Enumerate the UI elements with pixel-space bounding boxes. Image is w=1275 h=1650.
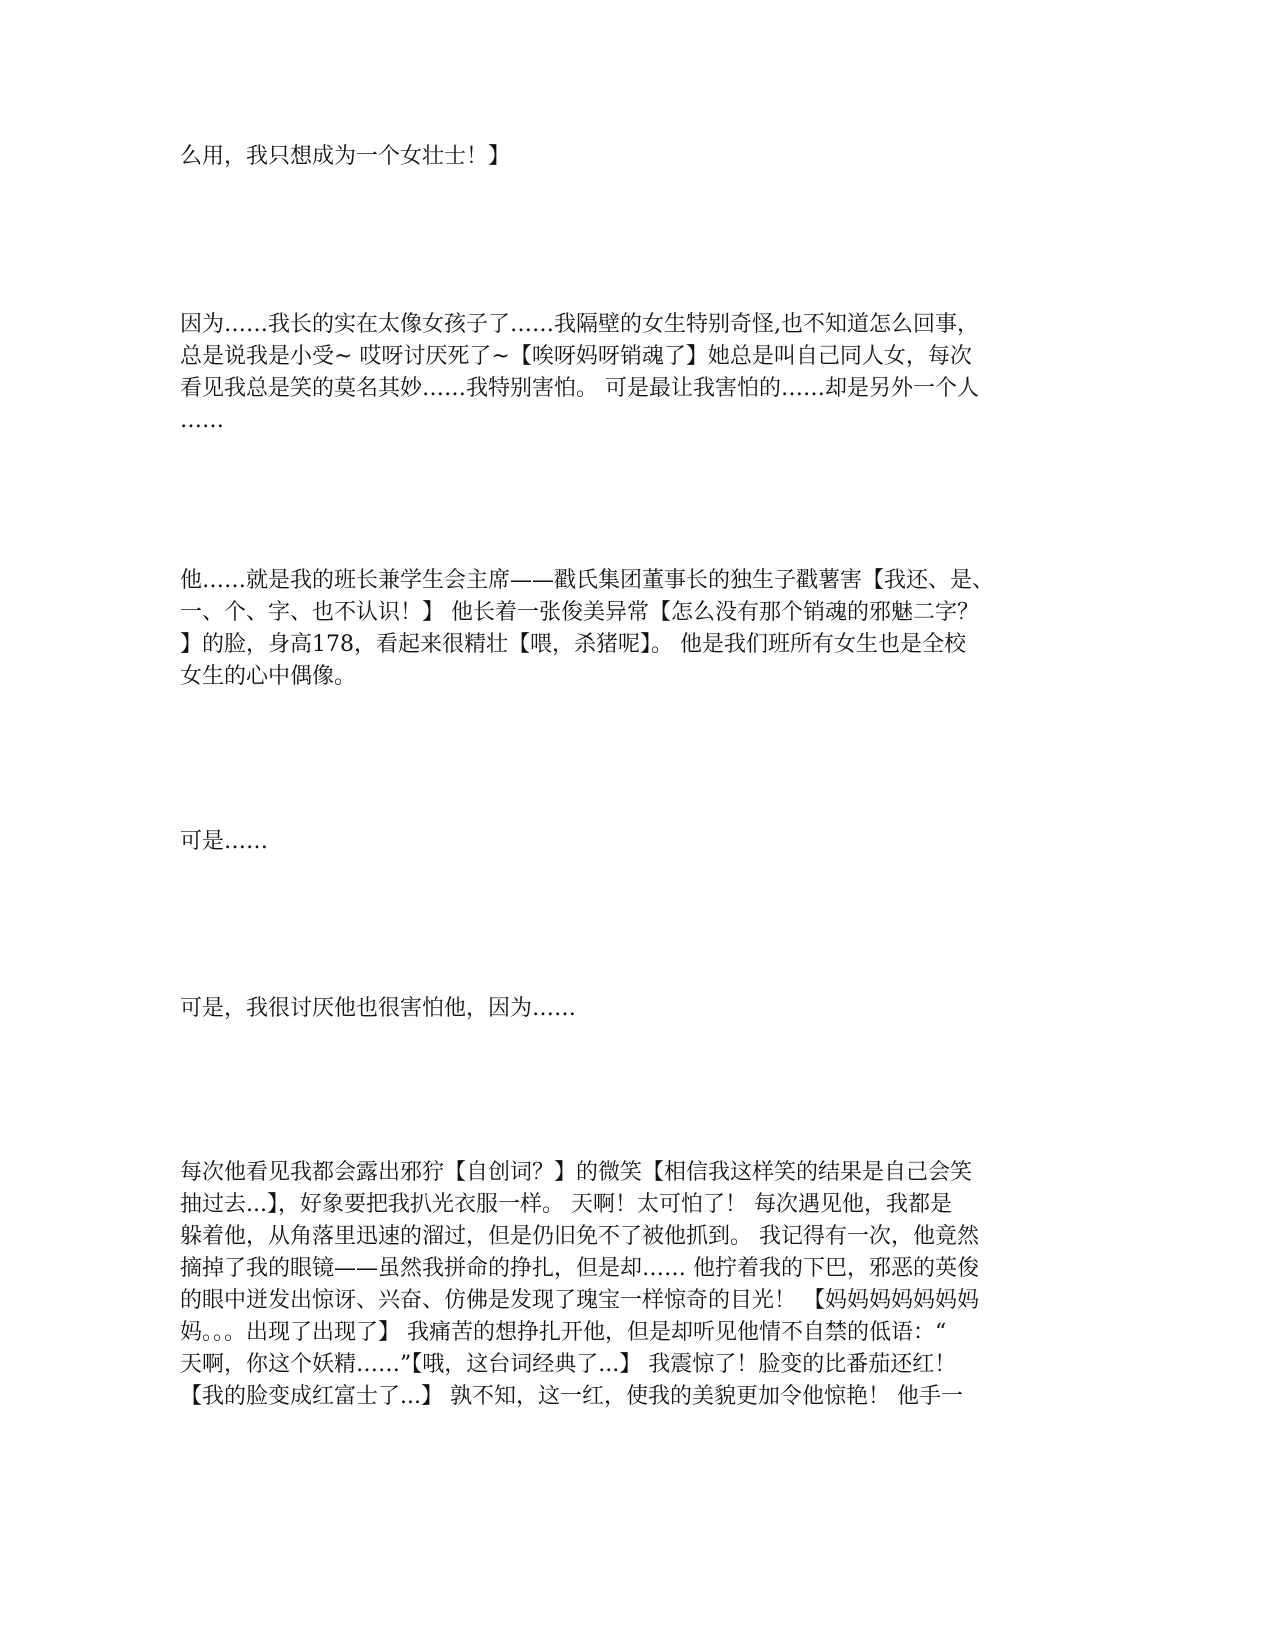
paragraph-3: 他……就是我的班长兼学生会主席——戳氏集团董事长的独生子戳薯害【我还、是、 一、个、字、也不认识！】 他长着一张俊美异常【怎么没有那个销魂的邪魅二字？ 】的脸，身高178，看起来很精壮【喂，杀猪呢】。 他是我们班所有女生也是全校 女生的心中偶像。 bbox=[180, 568, 995, 689]
paragraph-4: 可是…… bbox=[180, 829, 269, 854]
paragraph-1: 么用，我只想成为一个女壮士！】 bbox=[180, 144, 511, 169]
paragraph-2: 因为……我长的实在太像女孩子了……我隔壁的女生特别奇怪,也不知道怎么回事， 总是说我是小受~ 哎呀讨厌死了~【唉呀妈呀销魂了】她总是叫自己同人女，每次 看见我总是笑的莫名其妙……我特别害怕。 可是最让我害怕的……却是另外一个人 …… bbox=[180, 312, 979, 433]
paragraph-6: 每次他看见我都会露出邪狞【自创词？】的微笑【相信我这样笑的结果是自己会笑 抽过去...】，好象要把我扒光衣服一样。 天啊！太可怕了！ 每次遇见他，我都是 躲着他，从角落里迅速的溜过，但是仍旧免不了被他抓到。 我记得有一次，他竟然 摘掉了我的眼镜——虽然我拼命的挣扎，但是却…… 他拧着我的下巴，邪恶的英俊 的眼中迸发出惊讶、兴奋、仿佛是发现了瑰宝一样惊奇的目光！ 【妈妈妈妈妈妈妈 妈。。。出现了出现了】 我痛苦的想挣扎开他，但是却听见他情不自禁的低语：“ 天啊，你这个妖精……”【哦，这台词经典了...】 我震惊了！脸变的比番茄还红！ 【我的脸变成红富士了...】 孰不知，这一红，使我的美貌更加令他惊艳！ 他手一 bbox=[180, 1160, 979, 1409]
paragraph-5: 可是，我很讨厌他也很害怕他，因为…… bbox=[180, 996, 577, 1021]
